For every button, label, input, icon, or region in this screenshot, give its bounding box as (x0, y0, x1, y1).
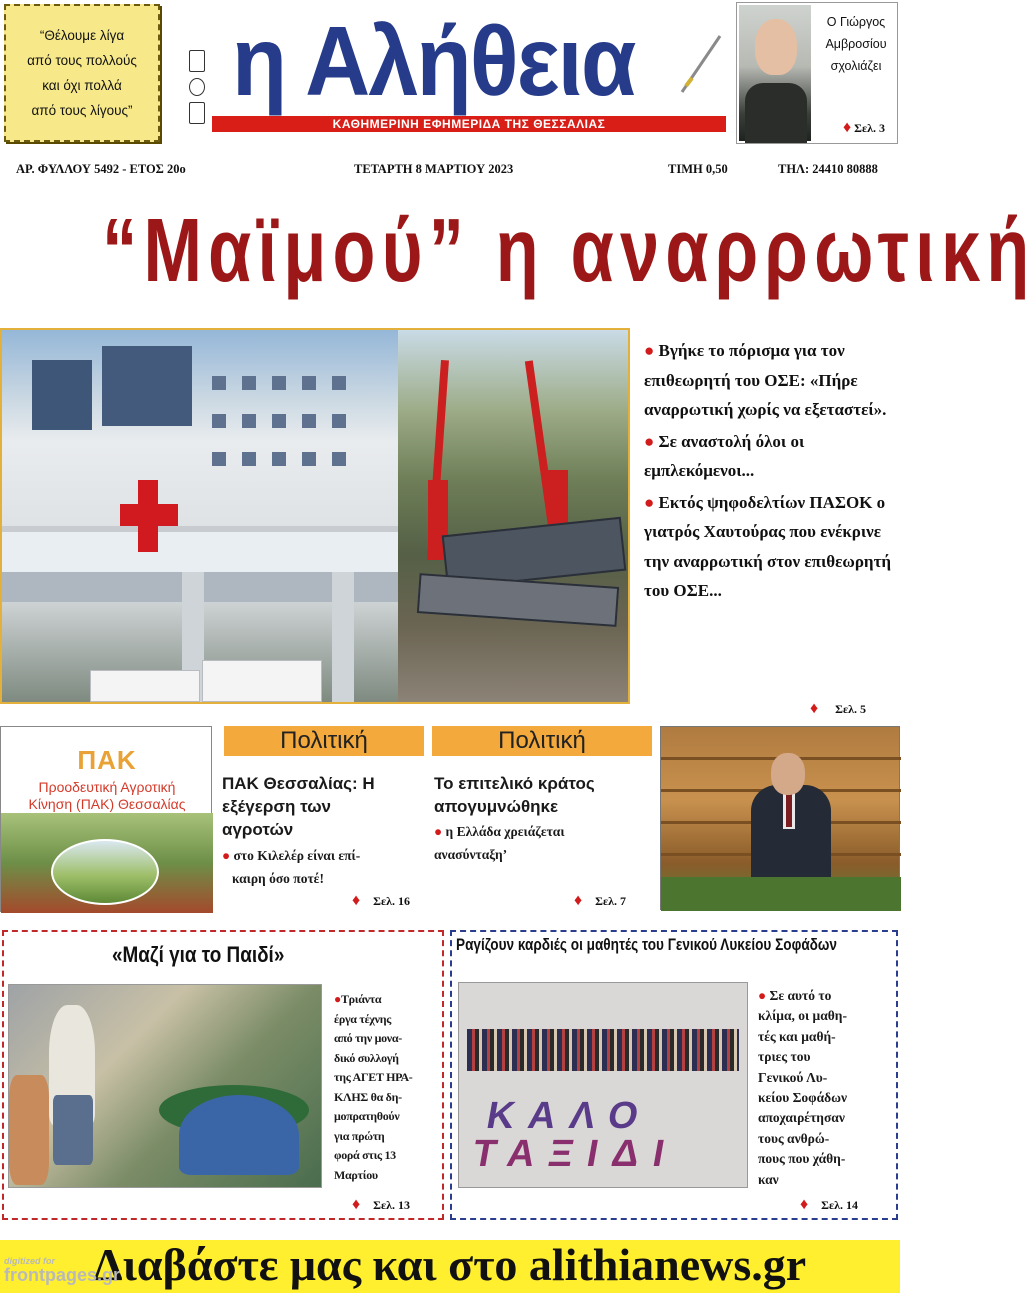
motto-line: από τους πολλούς (27, 53, 137, 68)
diamond-icon: ♦ (574, 892, 583, 909)
pak-logo-subtitle (1, 779, 213, 813)
issue-price: ΤΙΜΗ 0,50 (668, 162, 728, 176)
body-line: τές και μαθή- (758, 1028, 836, 1044)
columnist-page-ref (843, 119, 885, 137)
columnist-label (817, 11, 895, 77)
title-line: απογυμνώθηκε (434, 797, 559, 816)
photo-letters-line: ΤΑΞΙΔΙ (469, 1133, 682, 1175)
story-left-title[interactable] (222, 772, 426, 841)
body-line: ανασύνταξη’ (434, 847, 508, 862)
title-line: εξέγερση των (222, 797, 332, 816)
newspaper-tagline: ΚΑΘΗΜΕΡΙΝΗ ΕΦΗΜΕΡΙΔΑ ΤΗΣ ΘΕΣΣΑΛΙΑΣ (212, 116, 726, 132)
pak-logo-title: ΠΑΚ (77, 745, 137, 775)
page-ref-text: Σελ. 5 (835, 702, 867, 716)
body-line: Μαρτίου (334, 1167, 378, 1182)
emblem-seal-icon (189, 78, 205, 96)
body-line: φορά στις 13 (334, 1148, 396, 1162)
emblem-icon (189, 102, 205, 124)
page-ref-text: Σελ. 16 (373, 894, 411, 908)
farm-scene-oval (51, 839, 159, 905)
frontpages-watermark (4, 1256, 120, 1284)
page-ref-text: Σελ. 7 (595, 894, 627, 908)
title-line: Το επιτελικό κράτος (434, 774, 595, 793)
body-line: πους που χάθη- (758, 1151, 846, 1167)
child-box-page-ref[interactable] (352, 1196, 410, 1214)
motto-box (4, 4, 160, 142)
diamond-icon: ♦ (352, 892, 361, 909)
page-ref-text: Σελ. 14 (821, 1198, 859, 1212)
motto-line: “Θέλουμε λίγα (39, 28, 125, 43)
child-box-text (334, 990, 442, 1185)
diamond-icon: ♦ (352, 1196, 361, 1213)
main-story-bullets (644, 336, 898, 608)
story-mid-body (434, 820, 654, 866)
newspaper-title[interactable]: η Αλήθεια (232, 6, 635, 116)
title-line: αγροτών (222, 820, 294, 839)
train-crash-image (398, 330, 628, 702)
page-ref-text: Σελ. 3 (854, 121, 886, 135)
body-line: Γενικού Λυ- (758, 1069, 828, 1085)
painting-image (8, 984, 322, 1188)
child-box-title: «Μαζί για το Παιδί» (112, 942, 285, 967)
body-line: της ΑΓΕΤ ΗΡΑ- (334, 1070, 413, 1084)
body-line: αποχαιρέτησαν (758, 1110, 845, 1126)
body-line: Σε αυτό το (769, 988, 832, 1003)
issue-date: ΤΕΤΑΡΤΗ 8 ΜΑΡΤΙΟΥ 2023 (354, 162, 514, 176)
bullet-text: Εκτός ψηφοδελτίων ΠΑΣΟΚ ο γιατρός Χαυτούρας που ενέκρινε την αναρρωτική στον επιθεωρητή του ΟΣΕ... (644, 492, 892, 600)
bullet-icon: ● (334, 992, 341, 1006)
bullet-icon: ● (222, 848, 234, 863)
parliament-speaker-photo[interactable] (660, 726, 900, 910)
columnist-teaser[interactable] (736, 2, 898, 144)
columnist-line: Αμβροσίου (825, 37, 887, 51)
body-line: Τριάντα (340, 992, 382, 1006)
school-box-title: Ραγίζουν καρδιές οι μαθητές του Γενικού Λυκείου Σοφάδων (456, 935, 837, 954)
students-photo (458, 982, 748, 1188)
diamond-icon: ♦ (843, 119, 852, 136)
website-banner-text[interactable]: Διαβάστε μας και στο alithianews.gr (93, 1239, 807, 1290)
story-mid-page-ref[interactable] (574, 892, 626, 910)
motto-line: από τους λίγους” (31, 103, 133, 118)
pak-thessaly-image[interactable] (0, 726, 212, 912)
body-line: έργα τέχνης (334, 1011, 391, 1026)
body-line: δικό συλλογή (334, 1050, 399, 1065)
body-line: στο Κιλελέρ είναι επί- (233, 848, 361, 863)
bullet-item (644, 336, 898, 425)
columnist-line: Ο Γιώργος (826, 15, 886, 29)
watermark-main: frontpages.gr (4, 1265, 121, 1285)
body-line: από την μονα- (334, 1031, 402, 1045)
body-line: ΚΛΗΣ θα δη- (334, 1089, 402, 1104)
watermark-small: digitized for (4, 1256, 55, 1266)
body-line: τριες του (758, 1049, 811, 1065)
body-line: καν (758, 1171, 779, 1187)
body-line: κείου Σοφάδων (758, 1090, 848, 1106)
bullet-icon: ● (434, 824, 446, 839)
hospital-image (2, 330, 400, 702)
main-story-page-ref[interactable] (810, 700, 866, 718)
section-tag-politics: Πολιτική (224, 726, 424, 756)
issue-number: ΑΡ. ΦΥΛΛΟΥ 5492 - ΕΤΟΣ 20ο (16, 162, 186, 176)
section-tag-politics: Πολιτική (432, 726, 652, 756)
body-line: κλίμα, οι μαθη- (758, 1008, 847, 1024)
body-line: τους ανθρώ- (758, 1130, 830, 1146)
body-line: η Ελλάδα χρειάζεται (445, 824, 565, 839)
pak-subtitle-line: Προοδευτική Αγροτική (38, 779, 176, 795)
main-headline[interactable]: “Μαϊμού” η αναρρωτική (102, 201, 1036, 301)
main-story-photo[interactable] (0, 328, 630, 704)
title-line: ΠΑΚ Θεσσαλίας: Η (222, 774, 375, 793)
quill-pen-icon (680, 34, 722, 94)
certification-emblems (186, 50, 208, 134)
page-ref-text: Σελ. 13 (373, 1198, 411, 1212)
bullet-icon: ● (644, 341, 659, 360)
contact-phone: ΤΗΛ: 24410 80888 (778, 162, 878, 176)
bullet-icon: ● (644, 431, 659, 451)
columnist-photo (739, 5, 811, 141)
bullet-text: Βγήκε το πόρισμα για τον επιθεωρητή του ΟΣΕ: «Πήρε αναρρωτική χωρίς να εξεταστεί». (644, 341, 887, 419)
school-box-page-ref[interactable] (800, 1196, 858, 1214)
columnist-line: σχολιάζει (830, 59, 882, 73)
diamond-icon: ♦ (810, 700, 819, 717)
bullet-icon: ● (758, 988, 770, 1003)
emblem-icon (189, 50, 205, 72)
pak-subtitle-line: Κίνηση (ΠΑΚ) Θεσσαλίας (28, 796, 186, 812)
body-line: μοπρατηθούν (334, 1109, 400, 1123)
bullet-text: Σε αναστολή όλοι οι εμπλεκόμενοι... (644, 431, 805, 480)
bullet-item (644, 427, 898, 486)
story-left-page-ref[interactable] (352, 892, 410, 910)
school-box-text (758, 986, 898, 1190)
bullet-icon: ● (644, 492, 659, 512)
body-line: καιρη όσο ποτέ! (232, 871, 324, 886)
photo-letters-line: ΚΑΛΟ (483, 1095, 656, 1137)
story-mid-title[interactable] (434, 772, 654, 818)
diamond-icon: ♦ (800, 1196, 809, 1213)
story-left-body (222, 844, 428, 890)
motto-line: και όχι πολλά (42, 78, 122, 93)
bullet-item (644, 488, 898, 606)
body-line: για πρώτη (334, 1128, 385, 1143)
